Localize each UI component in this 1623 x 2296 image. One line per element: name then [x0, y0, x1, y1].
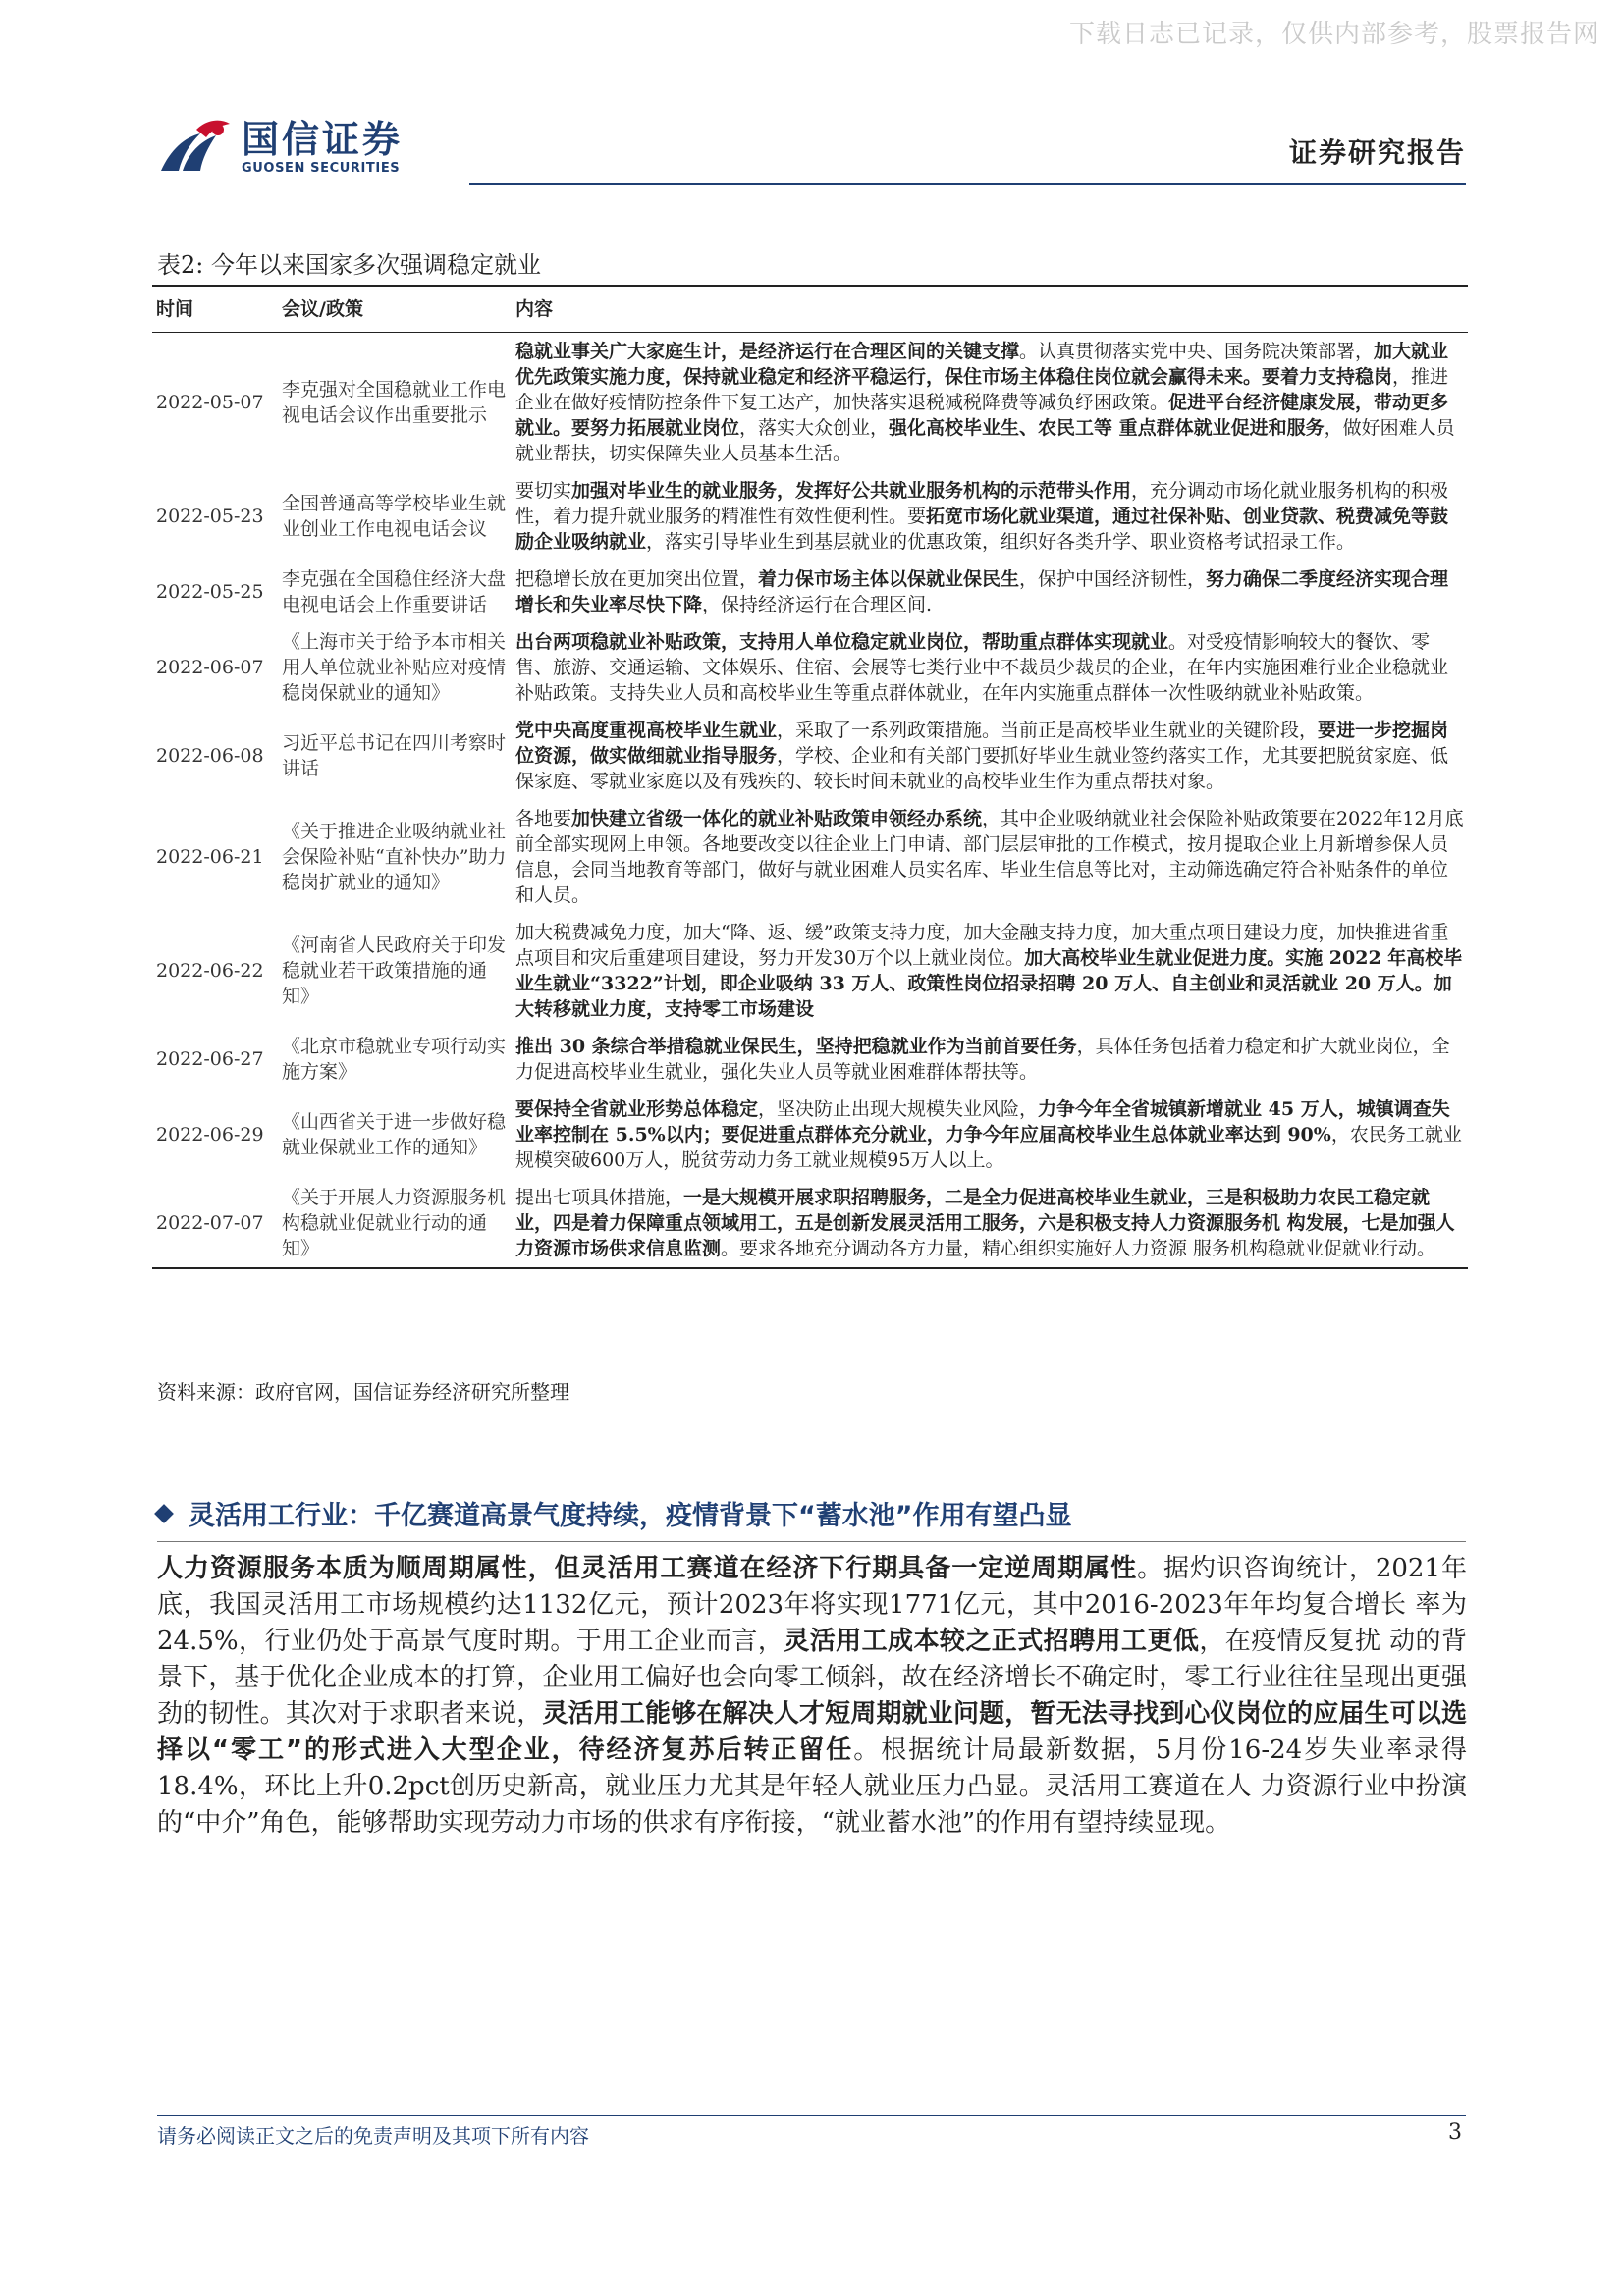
table-row: [152, 623, 1468, 712]
column-header-meeting: 会议/政策: [278, 286, 512, 333]
row-content: [512, 800, 1468, 914]
content-text: ，具体任务包括着力稳定和扩大就业岗位，全力促进高校毕业生就业，强化失业人员等就业困难群体帮扶等。: [515, 1036, 1450, 1083]
content-text: 。认真贯彻落实党中央、国务院决策部署，: [1019, 341, 1375, 362]
row-meeting: 李克强在全国稳住经济大盘电视电话会上作重要讲话: [282, 568, 507, 615]
row-meeting: 《上海市关于给予本市相关用人单位就业补贴应对疫情稳岗保就业的通知》: [282, 631, 507, 704]
section-divider: [157, 1541, 1466, 1542]
row-content: [512, 623, 1468, 712]
company-logo: [157, 116, 403, 177]
content-emphasis: 要进一步挖掘岗位资源，做实做细就业指导服务: [515, 720, 1449, 767]
table-row: [152, 1179, 1468, 1268]
content-emphasis: 加快建立省级一体化的就业补贴政策申领经办系统: [571, 808, 983, 829]
guosen-logo-icon: [157, 116, 232, 177]
content-text: ，学校、企业和有关部门要抓好毕业生就业签约落实工作，尤其要把脱贫家庭、低保家庭、零就业家庭以及有残疾的、较长时间未就业的高校毕业生作为重点帮扶对象。: [515, 745, 1449, 792]
content-text: ，推进企业在做好疫情防控条件下复工达产，加快落实退税减税降费等减负纾困政策。: [515, 366, 1449, 413]
table-body: [152, 333, 1468, 1269]
content-text: ，其中企业吸纳就业社会保险补贴政策要在2022年12月底前全部实现网上申领。各地要改变以往企业上门申请、部门层层审批的工作模式，按月提取企业上月新增参保人员信息，会同当地教育等部门，做好与就业困难人员实名库、毕业生信息等比对，主动筛选确定符合补贴条件的单位和人员。: [515, 808, 1464, 906]
row-content: [512, 712, 1468, 800]
content-text: ，农民务工就业规模突破600万人，脱贫劳动力务工就业规模95万人以上。: [515, 1124, 1462, 1171]
paragraph-text: 。根据统计局最新数据，5月份16-24岁失业率录得18.4%，环比上升0.2pct创历史新高，就业压力尤其是年轻人就业压力凸显。灵活用工赛道在人 力资源行业中扮演的“中介”角色，能够帮助实现劳动力市场的供求有序衔接，“就业蓄水池”的作用有望持续显现。: [157, 1735, 1467, 1838]
row-content: [512, 1091, 1468, 1179]
content-text: 。对受疫情影响较大的餐饮、零售、旅游、交通运输、文体娱乐、住宿、会展等七类行业中不裁员少裁员的企业，在年内实施困难行业企业稳就业补贴政策。支持失业人员和高校毕业生等重点群体就业，在年内实施重点群体一次性吸纳就业补贴政策。: [515, 631, 1449, 704]
logo-chinese-name: 国信证券: [242, 117, 404, 161]
content-emphasis: 强化高校毕业生、农民工等 重点群体就业促进和服务: [889, 417, 1325, 439]
column-header-content: 内容: [512, 286, 1468, 333]
content-emphasis: 稳就业事关广大家庭生计，是经济运行在合理区间的关键支撑: [515, 341, 1020, 362]
content-emphasis: 促进平台经济健康发展，带动更多就业。要努力拓展就业岗位: [515, 392, 1449, 439]
row-content: [512, 1028, 1468, 1091]
table-source-note: 资料来源：政府官网，国信证券经济研究所整理: [157, 1380, 569, 1404]
section-paragraph: [157, 1551, 1467, 1842]
content-text: 把稳增长放在更加突出位置，: [515, 568, 759, 590]
content-emphasis: 力争今年全省城镇新增就业 45 万人，城镇调查失业率控制在 5.5%以内；要促进重点群体充分就业，力争今年应届高校毕业生总体就业率达到 90%: [515, 1098, 1450, 1146]
row-date: 2022-06-08: [156, 745, 264, 767]
row-content: [512, 914, 1468, 1028]
content-text: ，采取了一系列政策措施。当前正是高校毕业生就业的关键阶段，: [777, 720, 1319, 741]
row-meeting: 《关于推进企业吸纳就业社会保险补贴“直补快办”助力稳岗扩就业的通知》: [282, 821, 507, 893]
content-emphasis: 要保持全省就业形势总体稳定: [515, 1098, 759, 1120]
policy-table-container: [152, 285, 1468, 1269]
row-meeting: 《北京市稳就业专项行动实施方案》: [282, 1036, 507, 1083]
content-emphasis: 党中央高度重视高校毕业生就业: [515, 720, 778, 741]
content-text: 加大税费减免力度，加大“降、返、缓”政策支持力度，加大金融支持力度，加大重点项目建设力度，加快推进省重点项目和灾后重建项目建设，努力开发30万个以上就业岗位。: [515, 922, 1449, 969]
paragraph-emphasis: 灵活用工能够在解决人才短周期就业问题，暂无法寻找到心仪岗位的应届生可以选择以“零工”的形式进入大型企业，待经济复苏后转正留任: [157, 1699, 1467, 1765]
paragraph-emphasis: 人力资源服务本质为顺周期属性，但灵活用工赛道在经济下行期具备一定逆周期属性: [157, 1554, 1138, 1583]
table-row: [152, 561, 1468, 623]
content-emphasis: 加强对毕业生的就业服务，发挥好公共就业服务机构的示范带头作用: [571, 480, 1132, 502]
table-row: [152, 1091, 1468, 1179]
content-text: 要切实: [515, 480, 572, 502]
page-number: 3: [1448, 2120, 1462, 2145]
row-date: 2022-07-07: [152, 1179, 278, 1268]
row-content: [512, 333, 1468, 473]
paragraph-text: 。据灼识咨询统计，2021年底，我国灵活用工市场规模约达1132亿元，预计2023年将实现1771亿元，其中2016-2023年年均复合增长 率为24.5%，行业仍处于高景气度时期。于用工企业而言，: [157, 1554, 1467, 1656]
row-date: 2022-06-22: [156, 960, 264, 982]
content-emphasis: 一是大规模开展求职招聘服务，二是全力促进高校毕业生就业，三是积极助力农民工稳定就业，四是着力保障重点领域用工，五是创新发展灵活用工服务，六是积极支持人力资源服务机 构发展，七是加强人力资源市场供求信息监测: [515, 1187, 1455, 1259]
row-meeting: 《河南省人民政府关于印发稳就业若干政策措施的通知》: [282, 934, 507, 1007]
row-date: 2022-06-07: [156, 657, 264, 678]
row-content: [512, 472, 1468, 561]
content-text: 各地要: [515, 808, 572, 829]
section-heading: [157, 1494, 1072, 1532]
row-meeting: 全国普通高等学校毕业生就业创业工作电视电话会议: [282, 493, 507, 540]
content-emphasis: 着力保市场主体以保就业保民生: [758, 568, 1020, 590]
content-text: ，保持经济运行在合理区间.: [702, 594, 933, 615]
content-text: ，做好困难人员就业帮扶，切实保障失业人员基本生活。: [515, 417, 1455, 464]
paragraph-emphasis: 灵活用工成本较之正式招聘用工更低: [784, 1627, 1200, 1656]
content-emphasis: 拓宽市场化就业渠道，通过社保补贴、创业贷款、税费减免等鼓励企业吸纳就业: [515, 506, 1449, 553]
report-type-label: 证券研究报告: [1288, 136, 1466, 169]
footer-divider: [157, 2115, 1466, 2116]
table-row: [152, 712, 1468, 800]
row-meeting: 习近平总书记在四川考察时讲话: [282, 732, 507, 779]
content-text: 。要求各地充分调动各方力量，精心组织实施好人力资源 服务机构稳就业促就业行动。: [721, 1238, 1436, 1259]
row-meeting: 《山西省关于进一步做好稳就业保就业工作的通知》: [282, 1111, 507, 1158]
policy-table: [152, 285, 1468, 1269]
content-text: ，充分调动市场化就业服务机构的积极性，着力提升就业服务的精准性有效性便利性。要: [515, 480, 1449, 527]
content-text: ，落实引导毕业生到基层就业的优惠政策，组织好各类升学、职业资格考试招录工作。: [646, 531, 1356, 553]
paragraph-text: ，在疫情反复扰 动的背景下，基于优化企业成本的打算，企业用工偏好也会向零工倾斜，故在经济增长不确定时，零工行业往往呈现出更强劲的韧性。其次对于求职者来说，: [157, 1627, 1467, 1729]
row-date: 2022-06-27: [156, 1048, 264, 1070]
content-text: ，落实大众创业，: [739, 417, 890, 439]
row-date: 2022-05-25: [156, 581, 264, 603]
table-row: [152, 914, 1468, 1028]
content-emphasis: 出台两项稳就业补贴政策，支持用人单位稳定就业岗位，帮助重点群体实现就业: [515, 631, 1169, 653]
table-row: [152, 333, 1468, 473]
row-content: [512, 1179, 1468, 1268]
watermark-text: 下载日志已记录，仅供内部参考，股票报告网: [1068, 20, 1599, 49]
content-text: 提出七项具体措施，: [515, 1187, 684, 1208]
content-text: ，坚决防止出现大规模失业风险，: [758, 1098, 1039, 1120]
section-title: 灵活用工行业：千亿赛道高景气度持续，疫情背景下“蓄水池”作用有望凸显: [189, 1501, 1072, 1531]
table-row: [152, 472, 1468, 561]
table-row: [152, 800, 1468, 914]
content-text: ，保护中国经济韧性，: [1019, 568, 1207, 590]
row-meeting: 李克强对全国稳就业工作电视电话会议作出重要批示: [282, 379, 507, 426]
table-header-row: [152, 286, 1468, 333]
content-emphasis: 推出 30 条综合举措稳就业保民生，坚持把稳就业作为当前首要任务: [515, 1036, 1077, 1057]
footer-disclaimer: 请务必阅读正文之后的免责声明及其项下所有内容: [157, 2124, 589, 2148]
row-date: 2022-06-29: [156, 1124, 264, 1146]
content-emphasis: 努力确保二季度经济实现合理增长和失业率尽快下降: [515, 568, 1449, 615]
content-emphasis: 加大就业优先政策实施力度，保持就业稳定和经济平稳运行，保住市场主体稳住岗位就会赢得未来。要着力支持稳岗: [515, 341, 1449, 388]
diamond-bullet-icon: [154, 1504, 174, 1523]
row-meeting: 《关于开展人力资源服务机构稳就业促就业行动的通知》: [278, 1179, 512, 1268]
row-date: 2022-06-21: [156, 846, 264, 868]
content-emphasis: 加大高校毕业生就业促进力度。实施 2022 年高校毕业生就业“3322”计划，即企业吸纳 33 万人、政策性岗位招录招聘 20 万人、自主创业和灵活就业 20 万人。加大转移就业力度，支持零工市场建设: [515, 947, 1463, 1020]
row-date: 2022-05-23: [156, 506, 264, 527]
table-caption: 表2: 今年以来国家多次强调稳定就业: [157, 251, 541, 279]
header-divider: [469, 183, 1466, 185]
row-date: 2022-05-07: [156, 392, 264, 413]
logo-english-name: GUOSEN SECURITIES: [242, 160, 401, 176]
column-header-date: 时间: [152, 286, 278, 333]
row-content: [512, 561, 1468, 623]
table-row: [152, 1028, 1468, 1091]
